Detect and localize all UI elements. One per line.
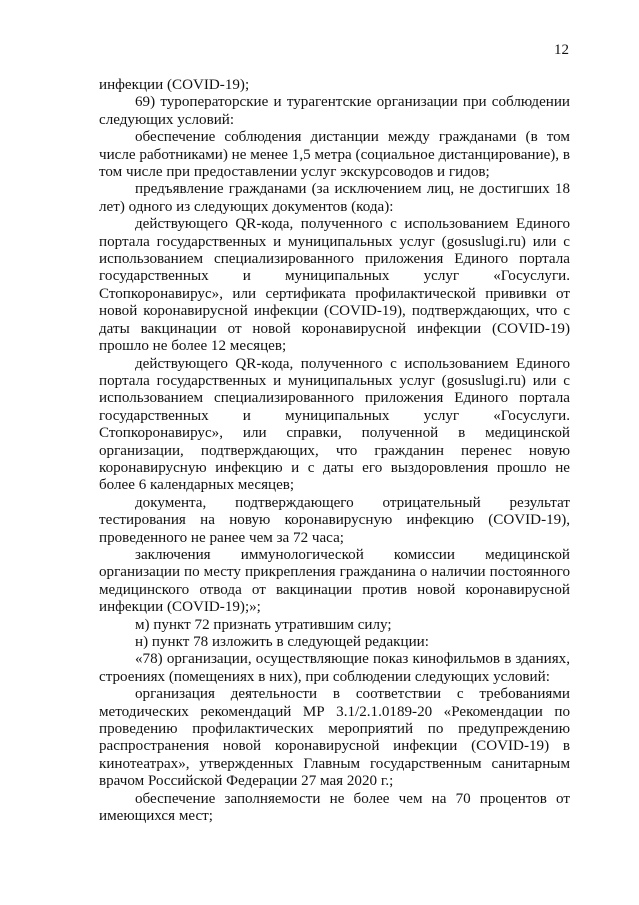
- paragraph-qr-vaccination: действующего QR-кода, полученного с использованием Единого портала государственных и муниципальных услуг (gosuslugi.ru) или с использованием специализированного приложения Единого портала государственных и муниципальных услуг «Госуслуги. Стопкоронавирус», или сертификата профилактической прививки от новой коронавирусной инфекции (COVID-19), подтверждающих, что с даты вакцинации от новой коронавирусной инфекции (COVID-19) прошло не более 12 месяцев;: [99, 216, 570, 355]
- paragraph-methodical-recommendations: организация деятельности в соответствии с требованиями методических рекомендаций МР 3.1/2.1.0189-20 «Рекомендации по проведению профилактических мероприятий по предупреждению распространения новой коронавирусной инфекции (COVID-19) в кинотеатрах», утвержденных Главным государственным санитарным врачом Российской Федерации 27 мая 2020 г.;: [99, 686, 570, 790]
- paragraph-item-78: «78) организации, осуществляющие показ кинофильмов в зданиях, строениях (помещениях в них), при соблюдении следующих условий:: [99, 651, 570, 685]
- paragraph-documents-requirement: предъявление гражданами (за исключением лиц, не достигших 18 лет) одного из следующих документов (кода):: [99, 181, 570, 215]
- paragraph-item-m: м) пункт 72 признать утратившим силу;: [135, 616, 392, 633]
- page-number: 12: [554, 42, 569, 58]
- paragraph-medical-exemption: заключения иммунологической комиссии медицинской организации по месту прикрепления гражданина о наличии постоянного медицинского отвода от вакцинации против новой коронавирусной инфекции (COVID-19);»;: [99, 546, 570, 616]
- paragraph-qr-recovery: действующего QR-кода, полученного с использованием Единого портала государственных и муниципальных услуг (gosuslugi.ru) или с использованием специализированного приложения Единого портала государственных и муниципальных услуг «Госуслуги. Стопкоронавирус», или справки, полученной в медицинской организации, подтверждающих, что гражданин перенес новую коронавирусную инфекцию и с даты его выздоровления прошло не более 6 календарных месяцев;: [99, 355, 570, 494]
- paragraph-item-n: н) пункт 78 изложить в следующей редакции:: [135, 634, 429, 650]
- document-body: [99, 77, 570, 825]
- paragraph-continuation: инфекции (COVID-19);: [99, 77, 250, 93]
- paragraph-item-69: 69) туроператорские и турагентские организации при соблюдении следующих условий:: [99, 94, 570, 128]
- paragraph-occupancy-limit: обеспечение заполняемости не более чем на 70 процентов от имеющихся мест;: [99, 790, 570, 825]
- paragraph-negative-test: документа, подтверждающего отрицательный результат тестирования на новую коронавирусную инфекцию (COVID-19), проведенного не ранее чем за 72 часа;: [99, 494, 570, 546]
- paragraph-distance-condition: обеспечение соблюдения дистанции между гражданами (в том числе работниками) не менее 1,5 метра (социальное дистанцирование), в том числе при предоставлении услуг экскурсоводов и гидов;: [99, 129, 570, 181]
